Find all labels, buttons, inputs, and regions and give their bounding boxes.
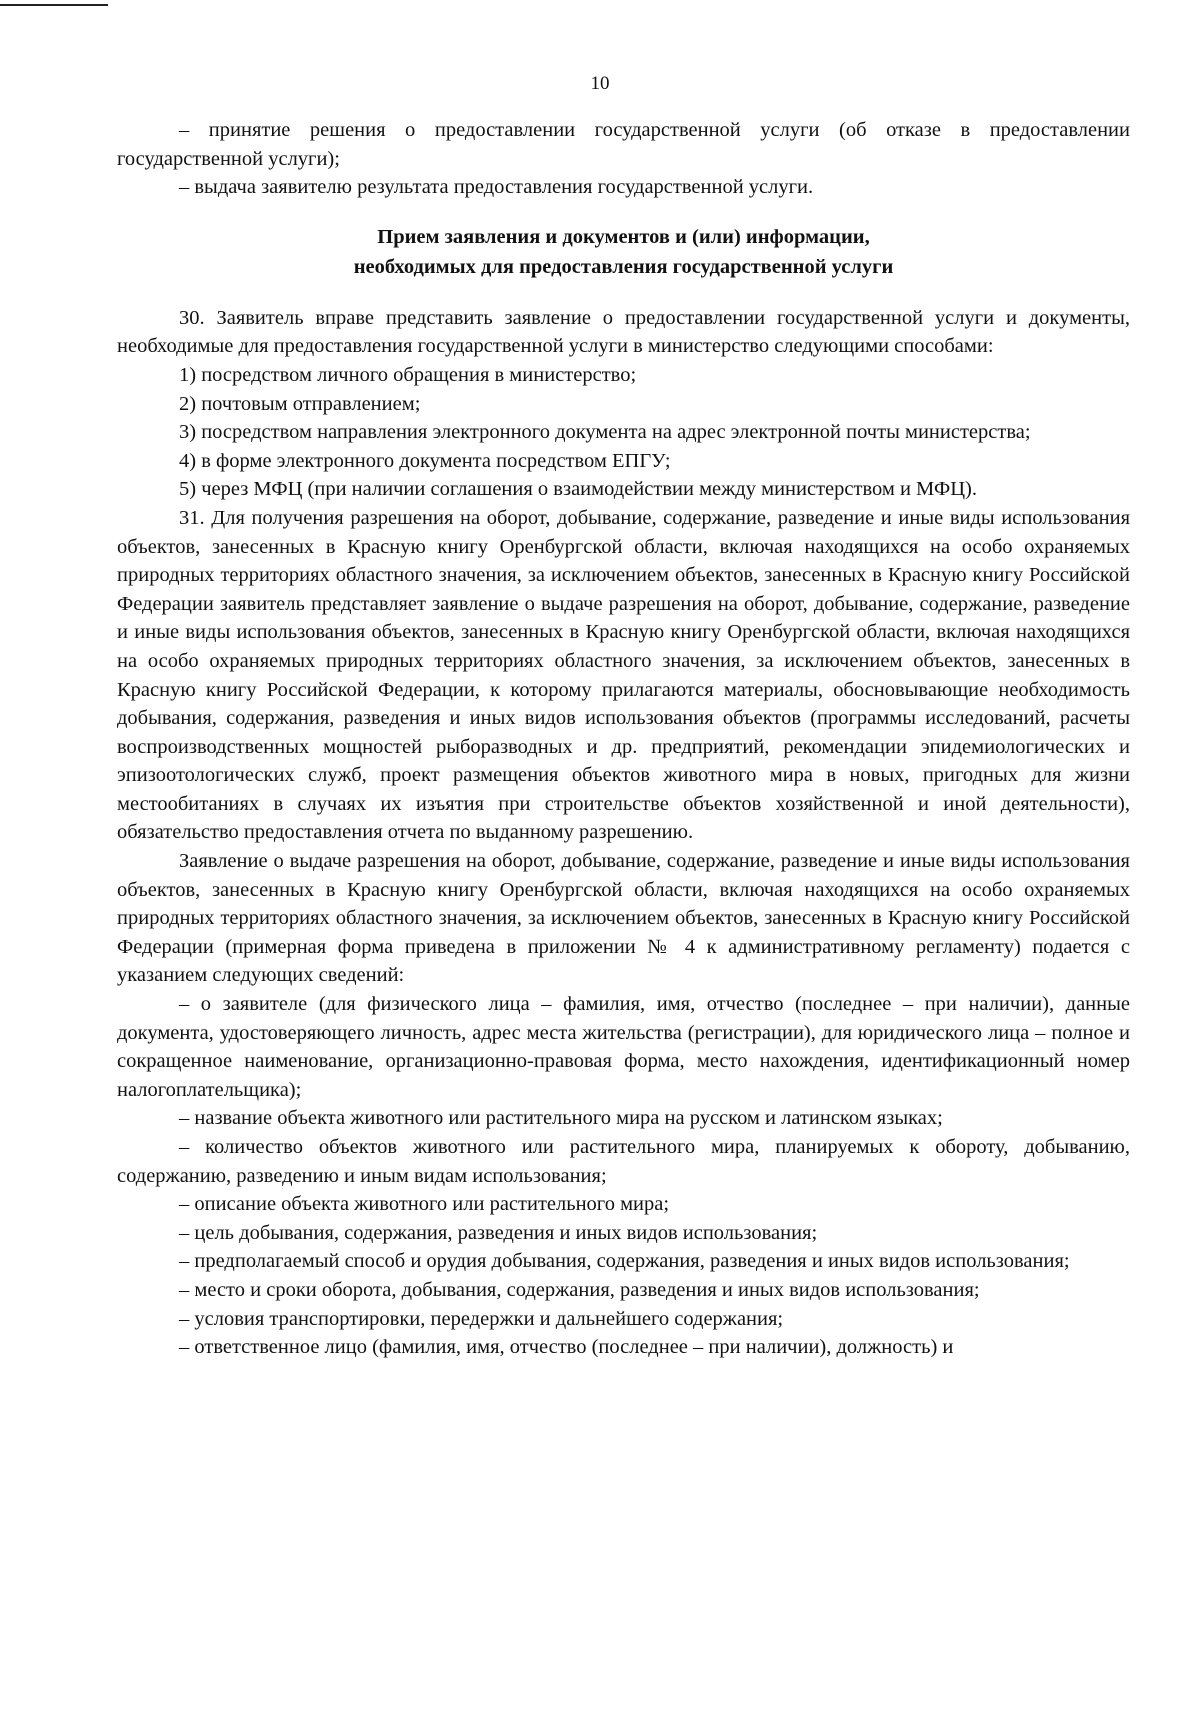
list-item-method-1: 1) посредством личного обращения в министерство;: [179, 363, 637, 386]
list-item-transport: – условия транспортировки, передержки и дальнейшего содержания;: [179, 1307, 784, 1330]
paragraph-30: 30. Заявитель вправе представить заявление о предоставлении государственной услуги и документы, необходимые для предоставления государственной услуги в министерство следующими способами:: [117, 306, 1130, 358]
list-item-applicant: – о заявителе (для физического лица – фамилия, имя, отчество (последнее – при наличии), данные документа, удостоверяющего личность, адрес места жительства (регистрации), для юридического лица – полное и сокращенное наименование, организационно-правовая форма, место нахождения, идентификационный номер налогоплательщика);: [117, 993, 1130, 1101]
scan-edge-mark: [0, 4, 108, 6]
paragraph-application: Заявление о выдаче разрешения на оборот, добывание, содержание, разведение и иные виды использования объектов, занесенных в Красную книгу Оренбургской области, включая находящихся на особо охраняемых природных территориях областного значения, за исключением объектов, занесенных в Красную книгу Российской Федерации (примерная форма приведена в приложении № 4 к административному регламенту) подается с указанием следующих сведений:: [117, 850, 1130, 987]
intro-item: – принятие решения о предоставлении государственной услуги (об отказе в предоставлении государственной услуги);: [117, 119, 1130, 170]
page-number: 10: [590, 73, 610, 94]
list-item-object-name: – название объекта животного или растительного мира на русском и латинском языках;: [179, 1107, 943, 1130]
list-item-method-4: 4) в форме электронного документа посредством ЕПГУ;: [179, 449, 671, 472]
document-body: [117, 116, 1130, 1362]
section-heading-line-2: необходимых для предоставления государственной услуги: [353, 255, 894, 278]
list-item-responsible-person: – ответственное лицо (фамилия, имя, отчество (последнее – при наличии), должность) и: [179, 1336, 954, 1359]
section-heading-line-1: Прием заявления и документов и (или) информации,: [377, 225, 870, 248]
list-item-method-3: 3) посредством направления электронного документа на адрес электронной почты министерства;: [179, 421, 1031, 444]
list-item-quantity: – количество объектов животного или растительного мира, планируемых к обороту, добыванию, содержанию, разведению и иным видам использования;: [117, 1136, 1130, 1187]
list-item-method-2: 2) почтовым отправлением;: [179, 392, 421, 415]
intro-item: – выдача заявителю результата предоставления государственной услуги.: [179, 176, 814, 199]
list-item-method-tools: – предполагаемый способ и орудия добывания, содержания, разведения и иных видов использования;: [179, 1250, 1070, 1273]
list-item-description: – описание объекта животного или растительного мира;: [179, 1193, 670, 1216]
list-item-method-5: 5) через МФЦ (при наличии соглашения о взаимодействии между министерством и МФЦ).: [179, 478, 977, 501]
paragraph-31: 31. Для получения разрешения на оборот, добывание, содержание, разведение и иные виды использования объектов, занесенных в Красную книгу Оренбургской области, включая находящихся на особо охраняемых природных территориях областного значения, за исключением объектов, занесенных в Красную книгу Российской Федерации заявитель представляет заявление о выдаче разрешения на оборот, добывание, содержание, разведение и иные виды использования объектов, занесенных в Красную книгу Оренбургской области, включая находящихся на особо охраняемых природных территориях областного значения, за исключением объектов, занесенных в Красную книгу Российской Федерации, к которому прилагаются материалы, обосновывающие необходимость добывания, содержания, разведения и иных видов использования объектов (программы исследований, расчеты воспроизводственных мощностей рыборазводных и др. предприятий, рекомендации эпидемиологических и эпизоотологических служб, проект размещения объектов животного мира в новых, пригодных для жизни местообитаниях в случаях их изъятия при строительстве объектов хозяйственной и иной деятельности), обязательство предоставления отчета по выданному разрешению.: [117, 506, 1130, 844]
section-heading: [117, 222, 1130, 282]
list-item-purpose: – цель добывания, содержания, разведения и иных видов использования;: [179, 1221, 818, 1244]
list-item-place-terms: – место и сроки оборота, добывания, содержания, разведения и иных видов использования;: [179, 1278, 980, 1301]
